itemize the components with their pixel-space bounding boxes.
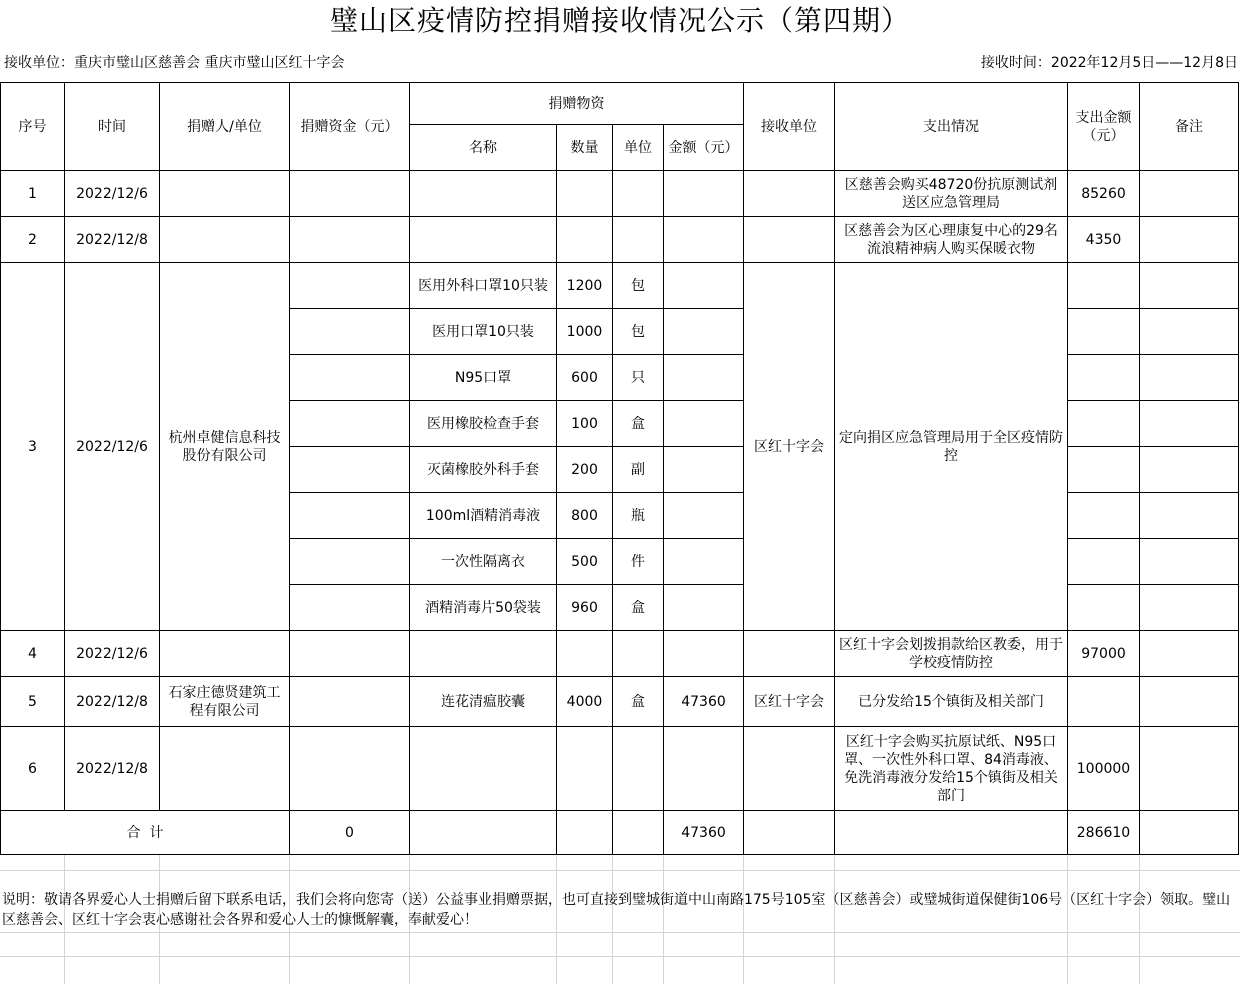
header-donor: 捐赠人/单位	[160, 83, 290, 171]
grid-line	[0, 956, 1240, 957]
cell-time: 2022/12/6	[65, 263, 160, 631]
cell-spending: 区红十字会购买抗原试纸、N95口罩、一次性外科口罩、84消毒液、免洗消毒液分发给15个镇街及相关部门	[835, 727, 1068, 811]
page-title: 璧山区疫情防控捐赠接收情况公示（第四期）	[329, 4, 910, 37]
item-name: 医用口罩10只装	[410, 309, 557, 355]
total-funds: 0	[290, 811, 410, 855]
item-unit: 盒	[613, 585, 664, 631]
receiving-time: 接收时间：2022年12月5日——12月8日	[980, 55, 1238, 71]
cell-time: 2022/12/8	[65, 727, 160, 811]
header-remarks: 备注	[1140, 83, 1239, 171]
cell-receiver: 区红十字会	[744, 677, 835, 727]
item-unit: 盒	[613, 677, 664, 727]
header-spending: 支出情况	[835, 83, 1068, 171]
table-row	[1, 677, 1239, 727]
item-name: 医用外科口罩10只装	[410, 263, 557, 309]
header-seq: 序号	[1, 83, 65, 171]
item-unit: 盒	[613, 401, 664, 447]
item-name: 连花清瘟胶囊	[410, 677, 557, 727]
item-qty: 200	[557, 447, 613, 493]
table-row	[1, 727, 1239, 811]
cell-seq: 4	[1, 631, 65, 677]
item-qty: 1200	[557, 263, 613, 309]
cell-spend-amount: 97000	[1068, 631, 1140, 677]
item-name: N95口罩	[410, 355, 557, 401]
total-spend-amount: 286610	[1068, 811, 1140, 855]
footnote: 说明：敬请各界爱心人士捐赠后留下联系电话，我们会将向您寄（送）公益事业捐赠票据，也可直接到璧城街道中山南路175号105室（区慈善会）或璧城街道保健街106号（区红十字会）领取。璧山区慈善会、区红十字会衷心感谢社会各界和爱心人士的慷慨解囊，奉献爱心！	[2, 892, 1231, 928]
cell-time: 2022/12/8	[65, 217, 160, 263]
cell-time: 2022/12/8	[65, 677, 160, 727]
item-qty: 100	[557, 401, 613, 447]
grid-line	[0, 932, 1240, 933]
cell-spend-amount: 85260	[1068, 171, 1140, 217]
cell-seq: 1	[1, 171, 65, 217]
header-receiver: 接收单位	[744, 83, 835, 171]
item-qty: 960	[557, 585, 613, 631]
cell-donor: 石家庄德贤建筑工程有限公司	[160, 677, 290, 727]
table-row	[1, 171, 1239, 217]
header-goods-qty: 数量	[557, 125, 613, 171]
item-qty: 500	[557, 539, 613, 585]
cell-spending: 区红十字会划拨捐款给区教委，用于学校疫情防控	[835, 631, 1068, 677]
table-row	[1, 263, 1239, 309]
item-qty: 800	[557, 493, 613, 539]
item-qty: 1000	[557, 309, 613, 355]
table-row	[1, 217, 1239, 263]
cell-time: 2022/12/6	[65, 171, 160, 217]
header-funds: 捐赠资金（元）	[290, 83, 410, 171]
total-goods-amount: 47360	[664, 811, 744, 855]
cell-spending: 定向捐区应急管理局用于全区疫情防控	[835, 263, 1068, 631]
header-goods-name: 名称	[410, 125, 557, 171]
item-amount: 47360	[664, 677, 744, 727]
cell-seq: 6	[1, 727, 65, 811]
item-qty: 4000	[557, 677, 613, 727]
cell-seq: 3	[1, 263, 65, 631]
item-name: 医用橡胶检查手套	[410, 401, 557, 447]
cell-time: 2022/12/6	[65, 631, 160, 677]
item-name: 酒精消毒片50袋装	[410, 585, 557, 631]
cell-spending: 区慈善会为区心理康复中心的29名流浪精神病人购买保暖衣物	[835, 217, 1068, 263]
cell-receiver: 区红十字会	[744, 263, 835, 631]
cell-spending: 区慈善会购买48720份抗原测试剂送区应急管理局	[835, 171, 1068, 217]
item-name: 100ml酒精消毒液	[410, 493, 557, 539]
total-row	[1, 811, 1239, 855]
total-label: 合 计	[1, 811, 290, 855]
receiving-units: 接收单位：重庆市璧山区慈善会 重庆市璧山区红十字会	[4, 55, 345, 71]
cell-seq: 5	[1, 677, 65, 727]
header-spend-amount: 支出金额（元）	[1068, 83, 1140, 171]
item-unit: 副	[613, 447, 664, 493]
cell-donor: 杭州卓健信息科技股份有限公司	[160, 263, 290, 631]
cell-spending: 已分发给15个镇街及相关部门	[835, 677, 1068, 727]
grid-line	[0, 870, 1240, 871]
item-name: 一次性隔离衣	[410, 539, 557, 585]
item-unit: 瓶	[613, 493, 664, 539]
header-goods: 捐赠物资	[410, 83, 744, 125]
item-unit: 件	[613, 539, 664, 585]
item-name: 灭菌橡胶外科手套	[410, 447, 557, 493]
item-qty: 600	[557, 355, 613, 401]
cell-spend-amount: 100000	[1068, 727, 1140, 811]
item-unit: 包	[613, 263, 664, 309]
cell-spend-amount: 4350	[1068, 217, 1140, 263]
cell-seq: 2	[1, 217, 65, 263]
header-goods-amount: 金额（元）	[664, 125, 744, 171]
item-unit: 只	[613, 355, 664, 401]
item-unit: 包	[613, 309, 664, 355]
table-row	[1, 631, 1239, 677]
donation-table	[0, 82, 1239, 855]
header-goods-unit: 单位	[613, 125, 664, 171]
header-time: 时间	[65, 83, 160, 171]
